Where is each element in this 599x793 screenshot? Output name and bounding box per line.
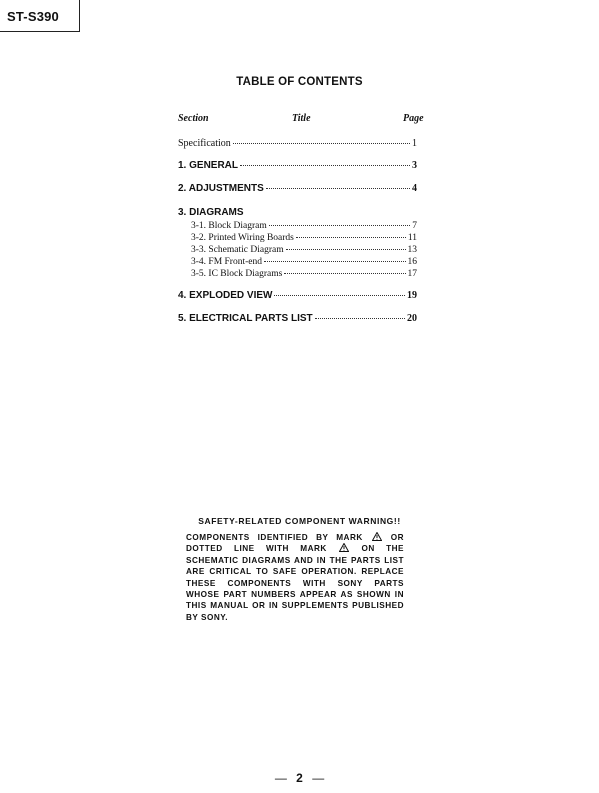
- toc-row-ic-block-diagrams[interactable]: [191, 266, 417, 280]
- toc-label: Specification: [178, 138, 231, 149]
- page-title: TABLE OF CONTENTS: [236, 76, 363, 88]
- toc-label: 2. ADJUSTMENTS: [178, 183, 264, 194]
- toc-row-adjustments[interactable]: [178, 181, 417, 195]
- toc-leader-dots: [269, 216, 411, 226]
- toc-row-general[interactable]: [178, 158, 417, 172]
- toc-page: 16: [407, 257, 417, 267]
- toc-label: 1. GENERAL: [178, 160, 239, 171]
- toc-leader-dots: [274, 286, 405, 296]
- toc-leader-dots: [240, 156, 410, 166]
- toc-leader-dots: [286, 240, 406, 250]
- model-header-box: [0, 0, 80, 32]
- toc-page: 7: [412, 221, 417, 231]
- model-number: ST-S390: [7, 9, 59, 24]
- page-number-dash-right: —: [312, 771, 325, 785]
- column-heading-title: Title: [292, 113, 311, 124]
- toc-leader-dots: [284, 264, 405, 274]
- toc-page: 19: [407, 290, 417, 301]
- page-number: [0, 771, 599, 785]
- page-number-dash-left: —: [274, 771, 287, 785]
- toc-page: 17: [407, 269, 417, 279]
- column-heading-page: Page: [403, 113, 424, 124]
- page-number-value: 2: [296, 771, 303, 785]
- toc-page: 4: [412, 183, 417, 194]
- toc-leader-dots: [315, 309, 405, 319]
- toc-leader-dots: [296, 228, 406, 238]
- toc-page: 11: [407, 233, 417, 243]
- warning-text-part-3: ON THE SCHEMATIC DIAGRAMS AND IN THE PARTS LIST ARE CRITICAL TO SAFE OPERATION. REPLACE THESE COMPONENTS WITH SONY PARTS WHOSE PART NUMBERS APPEAR AS SHOWN IN THIS MANUAL OR IN SUPPLEMENTS PUBLISHED BY SONY.: [186, 544, 404, 622]
- toc-row-exploded-view[interactable]: [178, 288, 417, 302]
- column-heading-section: Section: [178, 113, 209, 124]
- toc-leader-dots: [264, 252, 406, 262]
- toc-row-electrical-parts-list[interactable]: [178, 311, 417, 325]
- toc-page: 20: [407, 313, 417, 324]
- toc-label: 3-4. FM Front-end: [191, 257, 262, 267]
- toc-label: 3-1. Block Diagram: [191, 221, 267, 231]
- toc-page: 3: [412, 160, 417, 171]
- toc-label: 5. ELECTRICAL PARTS LIST: [178, 313, 313, 324]
- toc-label: 3-5. IC Block Diagrams: [191, 269, 283, 279]
- toc-page: 1: [412, 138, 417, 149]
- safety-warning-title: SAFETY-RELATED COMPONENT WARNING!!: [198, 516, 401, 526]
- toc-row-specification[interactable]: [178, 136, 417, 150]
- toc-label: 3-3. Schematic Diagram: [191, 245, 284, 255]
- warning-triangle-icon: [339, 543, 349, 552]
- toc-leader-dots: [233, 134, 410, 144]
- warning-triangle-icon: [372, 532, 382, 541]
- toc-page: 13: [407, 245, 417, 255]
- toc-heading-diagrams: 3. DIAGRAMS: [178, 207, 244, 218]
- toc-label: 3-2. Printed Wiring Boards: [191, 233, 294, 243]
- safety-warning-text: [186, 532, 404, 623]
- warning-text-part-2: OR DOTTED LINE WITH MARK: [186, 533, 404, 554]
- toc-leader-dots: [266, 179, 410, 189]
- warning-text-part-1: COMPONENTS IDENTIFIED BY MARK: [186, 533, 363, 542]
- toc-label: 4. EXPLODED VIEW: [178, 290, 273, 301]
